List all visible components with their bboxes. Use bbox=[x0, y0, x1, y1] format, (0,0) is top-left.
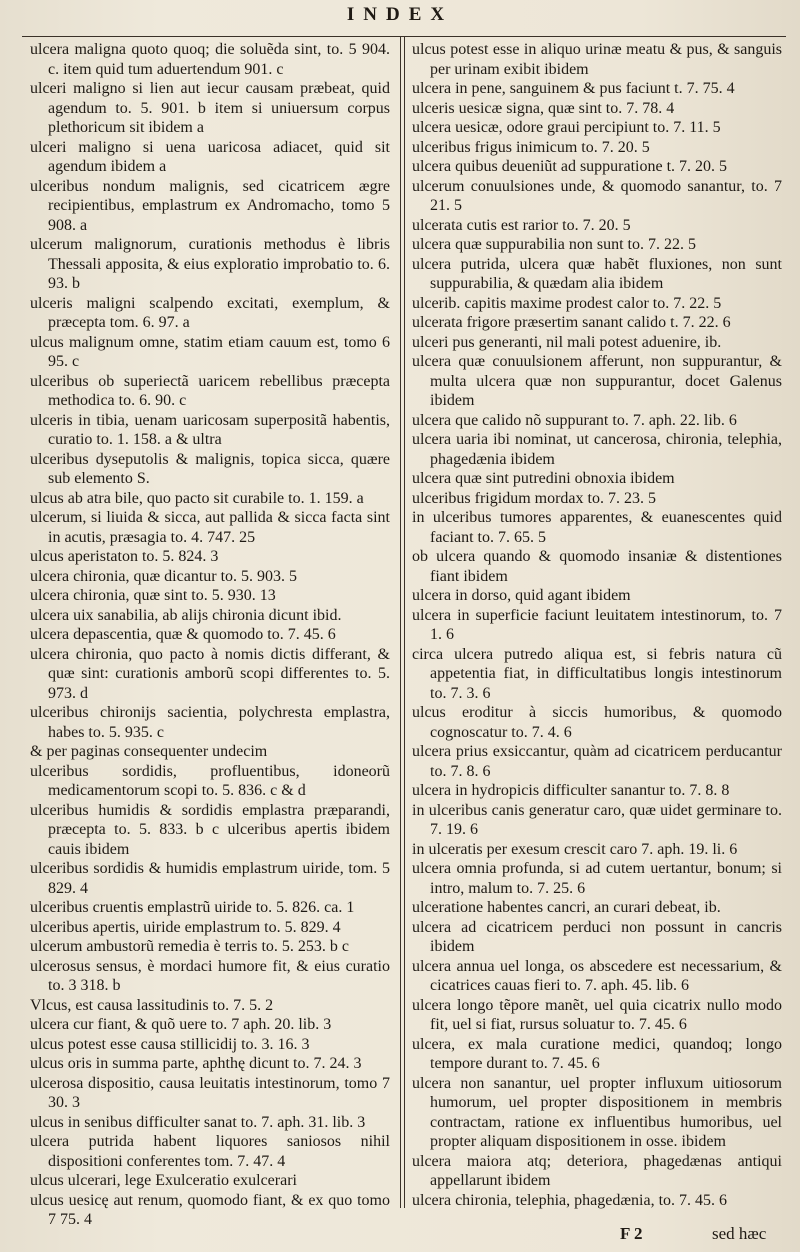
index-entry: in ulceribus canis generatur caro, quæ uidet germinare to. 7. 19. 6 bbox=[412, 801, 782, 838]
left-column bbox=[30, 40, 390, 1230]
index-entry: ulcus potest esse in aliquo urinæ meatu & pus, & sanguis per urinam exibit ibidem bbox=[412, 41, 782, 78]
index-entry: ulcera in superficie faciunt leuitatem intestinorum, to. 7 1. 6 bbox=[412, 606, 782, 643]
index-entry: ulcerosus sensus, è mordaci humore fit, & eius curatio to. 3 318. b bbox=[30, 957, 390, 994]
index-entry: ulceris maligni scalpendo excitati, exemplum, & præcepta tom. 6. 97. a bbox=[30, 294, 390, 331]
signature-mark: F 2 bbox=[620, 1224, 643, 1243]
index-entry: ulceribus apertis, uiride emplastrum to. 5. 829. 4 bbox=[30, 918, 341, 936]
index-entry: ulcera longo tẽpore manẽt, uel quia cicatrix nullo modo fit, uel si fiat, rursus soluatur to. 7. 45. 6 bbox=[412, 996, 782, 1033]
index-entry: ulcus potest esse causa stillicidij to. 3. 16. 3 bbox=[30, 1035, 310, 1053]
index-entry: ulceribus cruentis emplastrũ uiride to. 5. 826. ca. 1 bbox=[30, 899, 355, 916]
index-entry: ulcus aperistaton to. 5. 824. 3 bbox=[30, 548, 219, 565]
index-entry: ulcera in hydropicis difficulter sanantur to. 7. 8. 8 bbox=[412, 782, 730, 799]
index-entry: ulcus uesicę aut renum, quomodo fiant, & ex quo tomo 7 75. 4 bbox=[30, 1191, 390, 1228]
index-entry: in ulceratis per exesum crescit caro 7. aph. 19. li. 6 bbox=[412, 840, 738, 858]
index-entry: ulcera uaria ibi nominat, ut cancerosa, chironia, telephia, phagedænia ibidem bbox=[412, 431, 782, 468]
index-entry: ulcera maligna quoto quoq; die soluẽda sint, to. 5 904. c. item quid tum aduertendum 901. c bbox=[30, 41, 390, 78]
index-entry: ulcerum conuulsiones unde, & quomodo sanantur, to. 7 21. 5 bbox=[412, 177, 782, 214]
index-entry: ulcera chironia, quo pacto à nomis dictis differant, & quæ sint: curationis amborũ scopi differentes to. 5. 973. d bbox=[30, 645, 390, 702]
index-entry: ulcerata cutis est rarior to. 7. 20. 5 bbox=[412, 216, 631, 234]
index-entry: ulcera chironia, telephia, phagedænia, to. 7. 45. 6 bbox=[412, 1191, 728, 1209]
index-entry: ulcera quæ suppurabilia non sunt to. 7. 22. 5 bbox=[412, 236, 696, 253]
index-entry: ulcera annua uel longa, os abscedere est necessarium, & cicatrices cauas fieri to. 7. aph. 45. lib. 6 bbox=[412, 957, 782, 994]
index-entry: in ulceribus tumores apparentes, & euanescentes quid faciant to. 7. 65. 5 bbox=[412, 509, 782, 546]
index-entry: ulcerum malignorum, curationis methodus è libris Thessali apposita, & eius exploratio improbatio to. 6. 93. b bbox=[30, 236, 390, 292]
column-divider-second bbox=[404, 36, 405, 1208]
index-entry: ulcus ab atra bile, quo pacto sit curabile to. 1. 159. a bbox=[30, 489, 364, 507]
index-entry: ulcera uesicæ, odore graui percipiunt to. 7. 11. 5 bbox=[412, 119, 721, 136]
catchword: sed hæc bbox=[712, 1224, 767, 1243]
index-entry: ulcera chironia, quæ dicantur to. 5. 903. 5 bbox=[30, 567, 298, 585]
index-entry: ulcera putrida habent liquores saniosos nihil dispositioni conferentes tom. 7. 47. 4 bbox=[30, 1133, 390, 1170]
index-entry: ulcera prius exsiccantur, quàm ad cicatricem perducantur to. 7. 8. 6 bbox=[412, 743, 782, 780]
index-entry: ulceris in tibia, uenam uaricosam superpositã habentis, curatio to. 1. 158. a & ultra bbox=[30, 411, 390, 448]
index-entry: ulceratione habentes cancri, an curari debeat, ib. bbox=[412, 899, 721, 916]
index-entry: ulcus ulcerari, lege Exulceratio exulcerari bbox=[30, 1172, 297, 1189]
index-entry: ulcera uix sanabilia, ab alijs chironia dicunt ibid. bbox=[30, 606, 342, 624]
index-entry: ulcera quæ sint putredini obnoxia ibidem bbox=[412, 470, 675, 487]
running-head: INDEX bbox=[346, 4, 454, 25]
index-entry: ulceribus nondum malignis, sed cicatricem ægre recipientibus, emplastrum ex Andromacho, tomo 5 908. a bbox=[30, 177, 390, 234]
index-entry: ulcus oris in summa parte, aphthę dicunt to. 7. 24. 3 bbox=[30, 1055, 362, 1072]
index-entry: ulceribus humidis & sordidis emplastra præparandi, præcepta to. 5. 833. b c ulceribus apertis ibidem cauis ibidem bbox=[30, 801, 390, 858]
index-entry: ulcera maiora atq; deteriora, phagedænas antiqui appellarunt ibidem bbox=[412, 1152, 782, 1189]
right-column bbox=[412, 40, 782, 1210]
index-entry: ulceri maligno si uena uaricosa adiacet, quid sit agendum ibidem a bbox=[30, 138, 390, 175]
index-entry: ulcera cur fiant, & quõ uere to. 7 aph. 20. lib. 3 bbox=[30, 1016, 332, 1033]
index-entry: ulcera in pene, sanguinem & pus faciunt t. 7. 75. 4 bbox=[412, 80, 735, 97]
index-entry: ulcus eroditur à siccis humoribus, & quomodo cognoscatur to. 7. 4. 6 bbox=[412, 704, 782, 741]
index-entry: ulceribus sordidis, profluentibus, idoneorũ medicamentorum scopi to. 5. 836. c & d bbox=[30, 762, 390, 799]
page-footer bbox=[0, 1220, 800, 1248]
index-entry: ob ulcera quando & quomodo insaniæ & distentiones fiant ibidem bbox=[412, 548, 782, 585]
index-entry: ulcus malignum omne, statim etiam cauum est, tomo 6 95. c bbox=[30, 333, 390, 370]
index-entry: ulceribus frigus inimicum to. 7. 20. 5 bbox=[412, 138, 650, 156]
index-entry: ulceribus sordidis & humidis emplastrum uiride, tom. 5 829. 4 bbox=[30, 860, 390, 897]
index-entry: ulcera chironia, quæ sint to. 5. 930. 13 bbox=[30, 587, 276, 604]
index-entry: ulceribus chironijs sacientia, polychresta emplastra, habes to. 5. 935. c bbox=[30, 704, 390, 741]
index-entry: ulcera in dorso, quid agant ibidem bbox=[412, 587, 631, 604]
index-entry: ulcera putrida, ulcera quæ habẽt fluxiones, non sunt suppurabilia, & quædam alia ibidem bbox=[412, 255, 782, 292]
index-entry: ulceri pus generanti, nil mali potest aduenire, ib. bbox=[412, 333, 722, 351]
index-entry: & per paginas consequenter undecim bbox=[30, 743, 268, 760]
index-entry: ulcera depascentia, quæ & quomodo to. 7. 45. 6 bbox=[30, 626, 336, 643]
index-entry: ulcera ad cicatricem perduci non possunt in cancris ibidem bbox=[412, 918, 782, 955]
index-entry: ulcera omnia profunda, si ad cutem uertantur, bonum; si intro, malum to. 7. 25. 6 bbox=[412, 860, 782, 897]
index-entry: ulcera que calido nõ suppurant to. 7. aph. 22. lib. 6 bbox=[412, 411, 737, 429]
index-entry: ulceribus dyseputolis & malignis, topica sicca, quære sub elemento S. bbox=[30, 450, 390, 487]
index-entry: ulceris uesicæ signa, quæ sint to. 7. 78. 4 bbox=[412, 99, 675, 117]
index-entry: ulceri maligno si lien aut iecur causam præbeat, quid agendum to. 5. 901. b item si uniuersum corpus plethoricum sit ibidem a bbox=[30, 80, 390, 136]
index-entry: ulcera quæ conuulsionem afferunt, non suppurantur, & multa ulcera quæ non suppurantur, docet Galenus ibidem bbox=[412, 353, 782, 409]
index-entry: ulcerib. capitis maxime prodest calor to. 7. 22. 5 bbox=[412, 294, 722, 312]
column-divider bbox=[400, 36, 401, 1208]
index-entry: ulcera non sanantur, uel propter influxum uitiosorum humorum, uel propter dispositionem in membris contractam, ratione ex influentibus humoribus, uel propter aliquam dispositionem in osse. ibidem bbox=[412, 1074, 782, 1150]
index-entry: ulcerum, si liuida & sicca, aut pallida & sicca facta sint in acutis, præsagia to. 4. 747. 25 bbox=[30, 509, 390, 546]
index-entry: ulcerosa dispositio, causa leuitatis intestinorum, tomo 7 30. 3 bbox=[30, 1074, 390, 1111]
index-entry: Vlcus, est causa lassitudinis to. 7. 5. 2 bbox=[30, 996, 274, 1014]
index-entry: circa ulcera putredo aliqua est, si febris natura cũ appetentia fiat, in difficultatibus longis intestinorum to. 7. 3. 6 bbox=[412, 645, 782, 702]
index-entry: ulcera quibus deueniũt ad suppuratione t. 7. 20. 5 bbox=[412, 158, 728, 175]
index-entry: ulcera, ex mala curatione medici, quandoq; longo tempore durant to. 7. 45. 6 bbox=[412, 1035, 782, 1072]
index-entry: ulceribus frigidum mordax to. 7. 23. 5 bbox=[412, 489, 656, 507]
index-entry: ulceribus ob superiectã uaricem rebellibus præcepta methodica to. 6. 90. c bbox=[30, 372, 390, 409]
index-entry: ulcerata frigore præsertim sanant calido t. 7. 22. 6 bbox=[412, 314, 731, 331]
index-entry: ulcus in senibus difficulter sanat to. 7. aph. 31. lib. 3 bbox=[30, 1113, 366, 1131]
index-entry: ulcerum ambustorũ remedia è terris to. 5. 253. b c bbox=[30, 938, 350, 955]
